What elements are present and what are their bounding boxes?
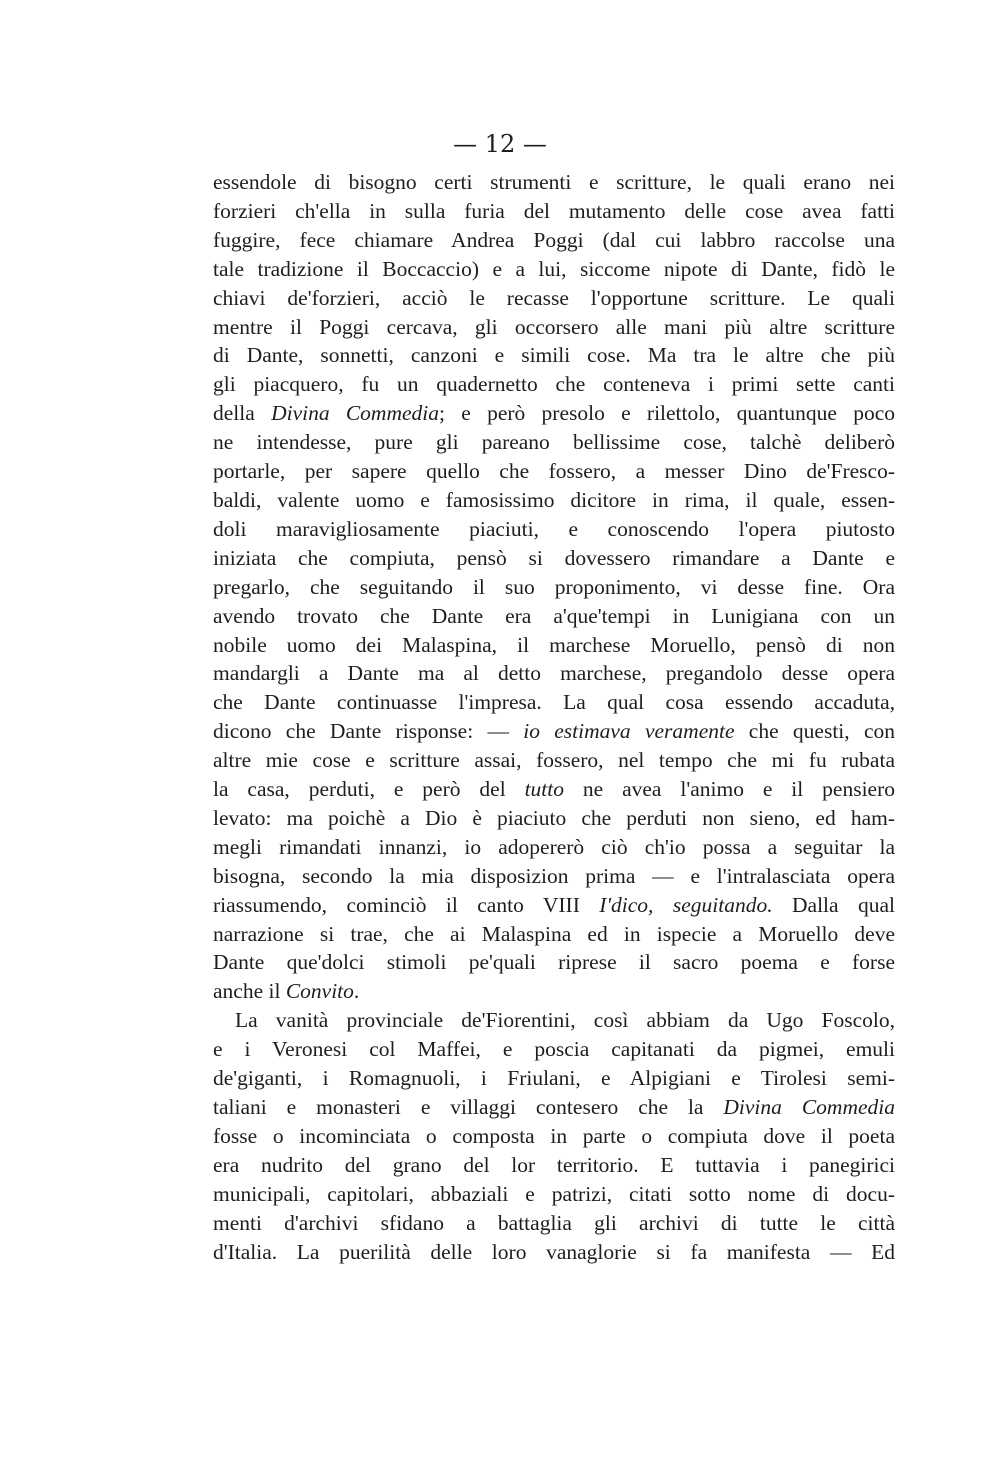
text-line: [213, 977, 895, 1006]
text-line: altre mie cose e scritture assai, fossero, nel tempo che mi fu rubata: [213, 748, 895, 773]
text-line: chiavi de'forzieri, acciò le recasse l'opportune scritture. Le quali: [213, 285, 895, 310]
text-segment: ; e però presolo e rilettolo, quantunque poco: [439, 401, 895, 426]
text-line: d'Italia. La puerilità delle loro vanaglorie si fa manifesta — Ed: [213, 1239, 895, 1264]
text-line: fuggire, fece chiamare Andrea Poggi (dal cui labbro raccolse una: [213, 227, 895, 252]
italic-title: I'dico, seguitando.: [599, 892, 773, 917]
text-segment: anche il: [213, 979, 286, 1004]
text-segment: riassumendo, cominciò il canto VIII: [213, 892, 600, 917]
italic-title: Convito: [285, 979, 354, 1004]
page-number: — 12 —: [453, 130, 547, 158]
text-segment: ne avea l'animo e il pensiero: [564, 777, 895, 802]
text-line: [213, 775, 895, 804]
text-line: nobile uomo dei Malaspina, il marchese Moruello, pensò di non: [213, 632, 895, 657]
text-line: pregarlo, che seguitando il suo proponimento, vi desse fine. Ora: [213, 574, 895, 599]
text-line: [213, 1093, 895, 1122]
text-line: fosse o incominciata o composta in parte o compiuta dove il poeta: [213, 1123, 895, 1148]
text-line: Dante que'dolci stimoli pe'quali riprese il sacro poema e forse: [213, 950, 895, 975]
text-line: ne intendesse, pure gli pareano bellissime cose, talchè deliberò: [213, 430, 895, 455]
text-line: menti d'archivi sfidano a battaglia gli archivi di tutte le città: [213, 1210, 895, 1235]
text-line: mandargli a Dante ma al detto marchese, pregandolo desse opera: [213, 661, 895, 686]
paragraph-1: [213, 168, 895, 1006]
text-line: forzieri ch'ella in sulla furia del mutamento delle cose avea fatti: [213, 198, 895, 223]
text-line: tale tradizione il Boccaccio) e a lui, siccome nipote di Dante, fidò le: [213, 256, 895, 281]
text-line: doli maravigliosamente piaciuti, e conoscendo l'opera piutosto: [213, 516, 895, 541]
text-line: levato: ma poichè a Dio è piaciuto che perduti non sieno, ed ham-: [213, 805, 895, 830]
text-segment: .: [353, 979, 360, 1004]
italic-title: Divina Commedia: [723, 1095, 895, 1119]
text-segment: taliani e monasteri e villaggi contesero che la: [213, 1095, 724, 1119]
paragraph-2: [213, 1006, 895, 1266]
text-segment: che questi, con: [734, 719, 895, 744]
text-line: [213, 717, 895, 746]
text-line: avendo trovato che Dante era a'que'tempi in Lunigiana con un: [213, 603, 895, 628]
text-line: [213, 891, 895, 920]
text-line: megli rimandati innanzi, io adopererò ciò ch'io possa a seguitar la: [213, 834, 895, 859]
text-line: gli piacquero, fu un quadernetto che conteneva i primi sette canti: [213, 372, 895, 397]
text-line: [213, 399, 895, 428]
text-line: baldi, valente uomo e famosissimo dicitore in rima, il quale, essen-: [213, 487, 895, 512]
italic-title: io estimava veramente: [523, 719, 735, 744]
text-line: La vanità provinciale de'Fiorentini, così abbiam da Ugo Foscolo,: [235, 1008, 895, 1033]
text-line: mentre il Poggi cercava, gli occorsero alle mani più altre scritture: [213, 314, 895, 339]
text-line: narrazione si trae, che ai Malaspina ed in ispecie a Moruello deve: [213, 921, 895, 946]
text-line: bisogna, secondo la mia disposizion prima — e l'intralasciata opera: [213, 863, 895, 888]
text-segment: Dalla qual: [772, 892, 895, 917]
text-segment: della: [213, 401, 272, 426]
text-line: municipali, capitolari, abbaziali e patrizi, citati sotto nome di docu-: [213, 1181, 895, 1206]
text-body: [213, 168, 895, 1266]
text-line: essendole di bisogno certi strumenti e scritture, le quali erano nei: [213, 170, 895, 194]
text-line: che Dante continuasse l'impresa. La qual cosa essendo accaduta,: [213, 690, 895, 715]
text-line: portarle, per sapere quello che fossero, a messer Dino de'Fresco-: [213, 459, 895, 484]
text-segment: la casa, perduti, e però del: [213, 777, 525, 802]
text-line: e i Veronesi col Maffei, e poscia capitanati da pigmei, emuli: [213, 1037, 895, 1062]
text-line: de'giganti, i Romagnuoli, i Friulani, e Alpigiani e Tirolesi semi-: [213, 1066, 895, 1091]
text-line: di Dante, sonnetti, canzoni e simili cose. Ma tra le altre che più: [213, 343, 895, 368]
text-line: era nudrito del grano del lor territorio. E tuttavia i panegirici: [213, 1152, 895, 1177]
text-segment: dicono che Dante risponse: —: [213, 719, 524, 744]
italic-title: Divina Commedia: [271, 401, 440, 426]
text-line: iniziata che compiuta, pensò si dovessero rimandare a Dante e: [213, 545, 895, 570]
italic-title: tutto: [524, 777, 564, 802]
